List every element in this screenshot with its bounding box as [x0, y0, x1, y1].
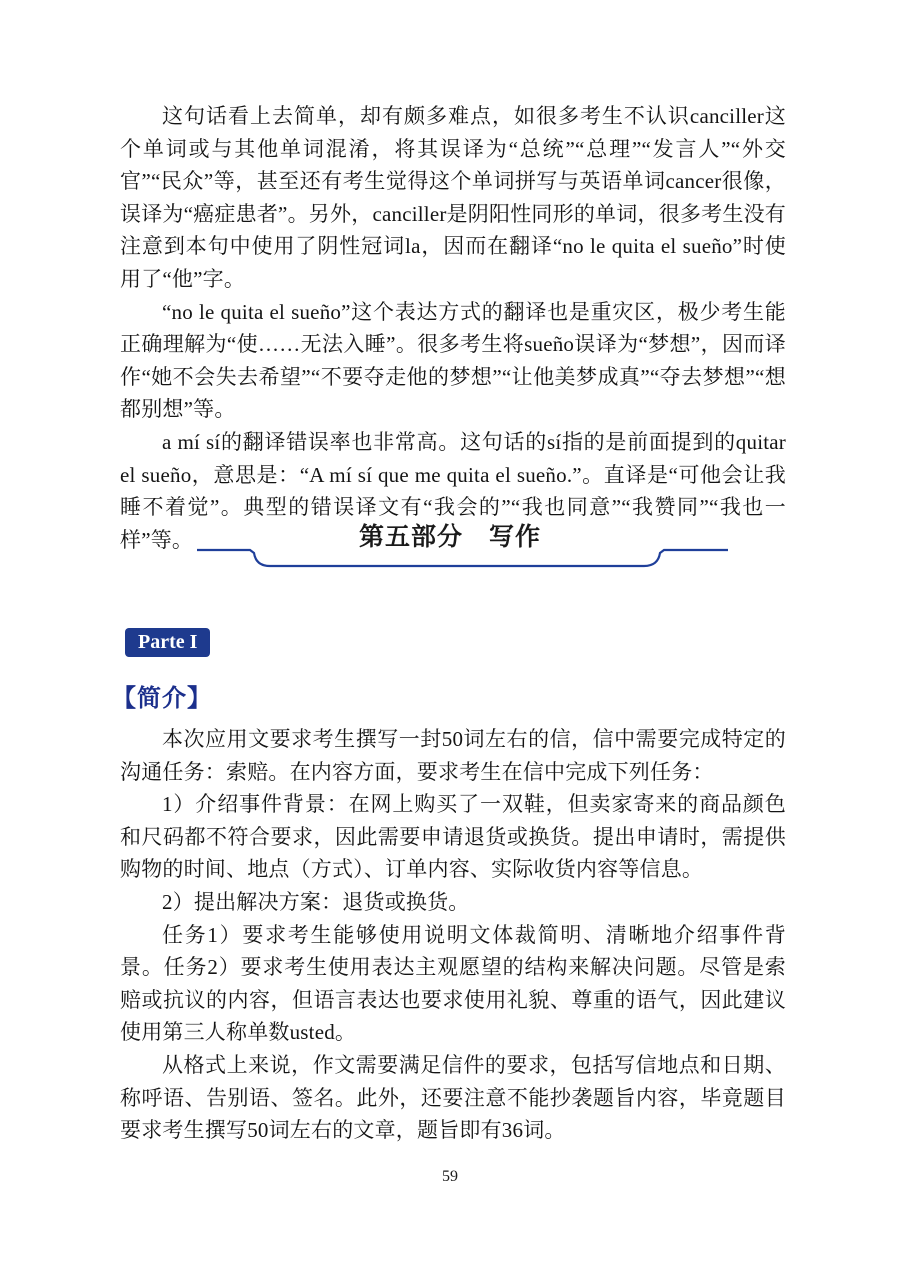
section-title: 第五部分 写作: [358, 523, 541, 551]
page-number: 59: [442, 1168, 458, 1185]
analysis-paragraph: “no le quita el sueño”这个表达方式的翻译也是重灾区，极少考生能正确理解为“使……无法入睡”。很多考生将sueño误译为“梦想”，因而译作“她不会失去希望”“不要夺走他的梦想”“让他美梦成真”“夺去梦想”“想都别想”等。: [120, 299, 786, 422]
intro-heading: 【简介】: [112, 685, 212, 712]
analysis-paragraph: 这句话看上去简单，却有颇多难点，如很多考生不认识canciller这个单词或与其他单词混淆，将其误译为“总统”“总理”“发言人”“外交官”“民众”等，甚至还有考生觉得这个单词拼写与英语单词cancer很像，误译为“癌症患者”。另外，canciller是阴阳性同形的单词，很多考生没有注意到本句中使用了阴性冠词la，因而在翻译“no le quita el sueño”时使用了“他”字。: [120, 104, 786, 291]
intro-paragraph: 任务1）要求考生能够使用说明文体裁简明、清晰地介绍事件背景。任务2）要求考生使用表达主观愿望的结构来解决问题。尽管是索赔或抗议的内容，但语言表达也要求使用礼貌、尊重的语气，因此建议使用第三人称单数usted。: [120, 922, 786, 1045]
section-divider-ornament-icon: [190, 545, 735, 571]
translation-analysis-section: [120, 100, 786, 556]
intro-paragraph: 2）提出解决方案：退货或换货。: [162, 889, 470, 914]
intro-paragraph: 从格式上来说，作文需要满足信件的要求，包括写信地点和日期、称呼语、告别语、签名。此外，还要注意不能抄袭题旨内容，毕竟题目要求考生撰写50词左右的文章，题旨即有36词。: [120, 1052, 786, 1143]
parte-badge: [125, 628, 210, 657]
analysis-paragraph: a mí sí的翻译错误率也非常高。这句话的sí指的是前面提到的quitar el sueño，意思是：“A mí sí que me quita el sueño.”。直译是“可他会让我睡不着觉”。典型的错误译文有“我会的”“我也同意”“我赞同”“我也一样”等。: [120, 429, 787, 552]
intro-paragraph: 本次应用文要求考生撰写一封50词左右的信，信中需要完成特定的沟通任务：索赔。在内容方面，要求考生在信中完成下列任务：: [120, 727, 786, 784]
parte-badge-label: Parte I: [138, 631, 198, 653]
intro-paragraph: 1）介绍事件背景：在网上购买了一双鞋，但卖家寄来的商品颜色和尺码都不符合要求，因此需要申请退货或换货。提出申请时，需提供购物的时间、地点（方式）、订单内容、实际收货内容等信息。: [120, 792, 786, 882]
intro-section: [120, 723, 786, 1147]
